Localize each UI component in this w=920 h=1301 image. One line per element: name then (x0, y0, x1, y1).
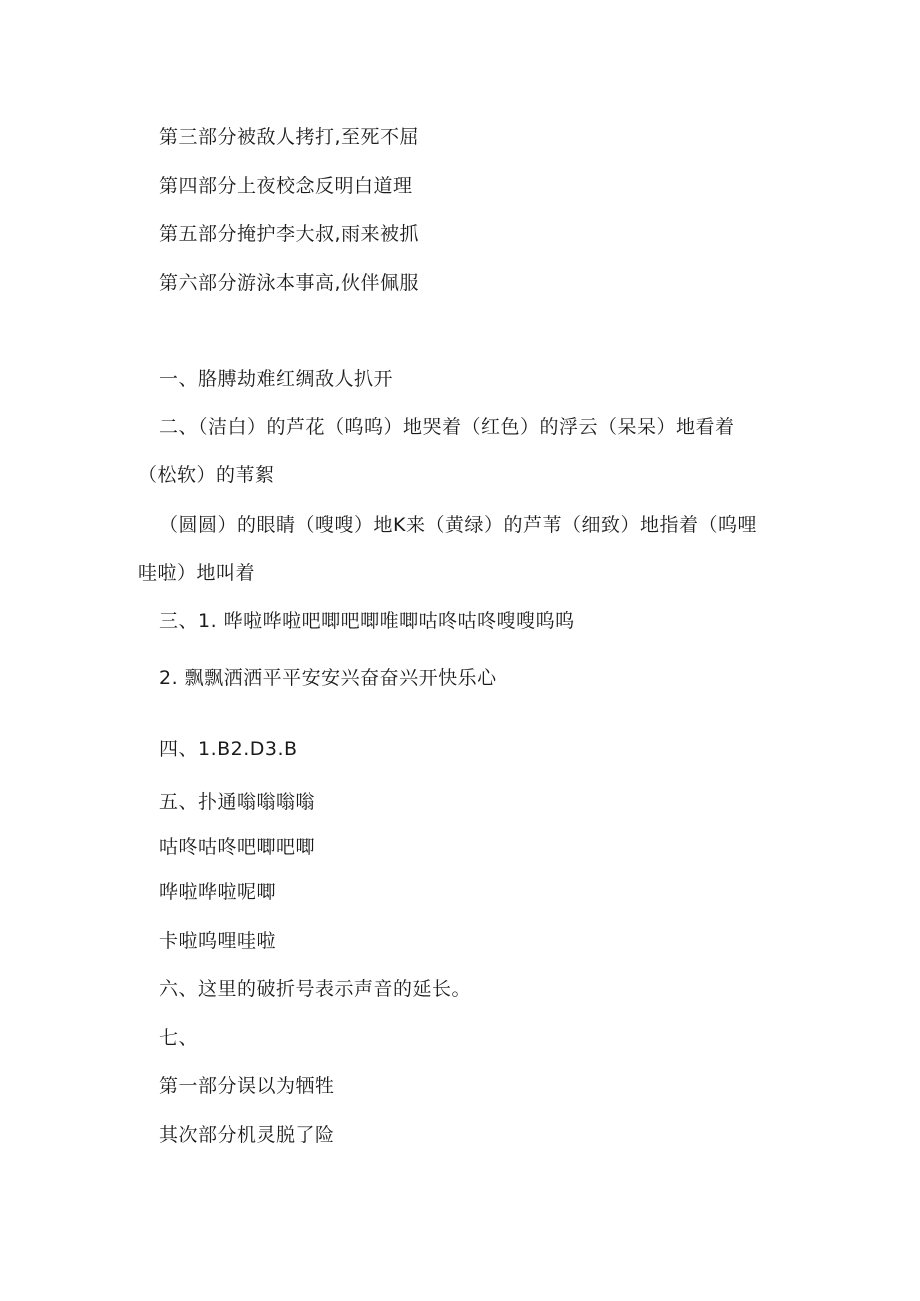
text-line: 第五部分掩护李大叔,雨来被抓 (159, 223, 420, 245)
text-line: 二、（洁白）的芦花（呜呜）地哭着（红色）的浮云（呆呆）地看着 (159, 416, 735, 438)
text-line: 卡啦呜哩哇啦 (159, 930, 277, 952)
text-line: 三、1. 哗啦哗啦吧唧吧唧唯唧咕咚咕咚嗖嗖呜呜 (159, 610, 575, 632)
text-line: 哇啦）地叫着 (138, 562, 256, 584)
text-line: 哗啦哗啦呢唧 (159, 881, 277, 903)
text-line: 一、胳膊劫难红绸敌人扒开 (159, 368, 394, 390)
text-line: （圆圆）的眼睛（嗖嗖）地K来（黄绿）的芦苇（细致）地指着（呜哩 (159, 514, 757, 536)
text-line: 第三部分被敌人拷打,至死不屈 (159, 126, 420, 148)
text-line: （松软）的苇絮 (138, 464, 275, 486)
text-line: 七、 (159, 1027, 199, 1049)
text-line: 其次部分机灵脱了险 (159, 1124, 335, 1146)
text-line: 2. 飘飘洒洒平平安安兴奋奋兴开快乐心 (159, 667, 497, 689)
text-line: 咕咚咕咚吧唧吧唧 (159, 836, 316, 858)
text-line: 五、扑通嗡嗡嗡嗡 (159, 791, 316, 813)
text-line: 第一部分误以为牺牲 (159, 1075, 335, 1097)
text-line: 六、这里的破折号表示声音的延长。 (159, 978, 472, 1000)
text-line: 第四部分上夜校念反明白道理 (159, 175, 413, 197)
text-line: 第六部分游泳本事高,伙伴佩服 (159, 272, 420, 294)
text-line: 四、1.B2.D3.B (159, 738, 298, 760)
